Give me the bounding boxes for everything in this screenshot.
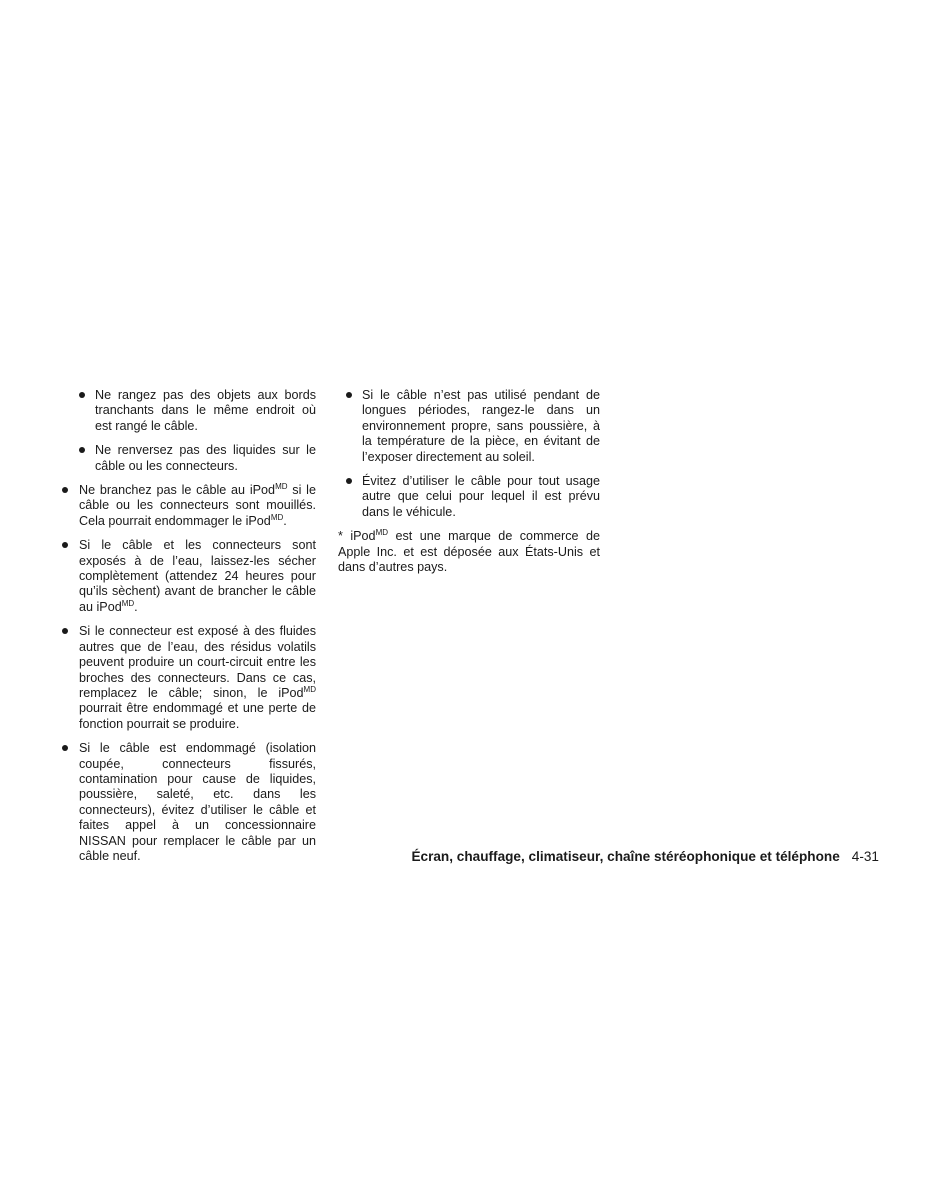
chapter-title: Écran, chauffage, climatiseur, chaîne stéréophonique et téléphone	[411, 849, 840, 864]
bullet-icon	[346, 392, 352, 398]
trademark-sup: MD	[303, 684, 316, 694]
trademark-sup: MD	[270, 512, 284, 522]
list-item	[338, 474, 600, 520]
list-item-text: Ne renversez pas des liquides sur le câble ou les connecteurs.	[95, 443, 316, 473]
bullet-icon	[79, 392, 85, 398]
trademark-sup: MD	[375, 528, 389, 538]
list-item-text: Si le câble est endommagé (isolation coupée, connecteurs fissurés, contamination pour cause de liquides, poussière, saleté, etc. dans les connecteurs), évitez d’utiliser le câble et faites appel à un concessionnaire NISSAN pour remplacer le câble par un câble neuf.	[79, 741, 316, 863]
list-item	[62, 388, 316, 434]
bullet-icon	[79, 447, 85, 453]
bullet-icon	[62, 487, 68, 493]
bullet-icon	[62, 542, 68, 548]
trademark-sup: MD	[275, 482, 288, 492]
list-item	[62, 538, 316, 615]
page-number: 4-31	[851, 849, 879, 864]
right-column	[338, 388, 600, 575]
list-item-text: Ne rangez pas des objets aux bords tranchants dans le même endroit où est rangé le câble.	[95, 388, 316, 433]
list-item	[338, 388, 600, 465]
trademark-note: * iPod$^{MD}$ est une marque de commerce de Apple Inc. et est déposée aux États-Unis et dans d’autres pays.	[338, 528, 600, 575]
trademark-sup: MD	[121, 598, 135, 608]
bullet-icon	[62, 745, 68, 751]
bullet-icon	[346, 478, 352, 484]
left-column	[62, 388, 316, 873]
page-footer	[411, 849, 879, 864]
list-item-text: Si le câble et les connecteurs sont exposés à de l’eau, laissez-les sécher complètement (attendez 24 heures pour qu’ils sèchent) avant de brancher le câble au iPod$^{MD}$.	[79, 538, 316, 614]
list-item-text: Évitez d’utiliser le câble pour tout usage autre que celui pour lequel il est prévu dans le véhicule.	[362, 474, 600, 519]
list-item	[62, 624, 316, 732]
list-item-text: Si le câble n’est pas utilisé pendant de longues périodes, rangez-le dans un environnement propre, sans poussière, à la température de la pièce, en évitant de l’exposer directement au soleil.	[362, 388, 600, 464]
bullet-icon	[62, 628, 68, 634]
list-item-text: Si le connecteur est exposé à des fluides autres que de l’eau, des résidus volatils peuvent produire un court-circuit entre les broches des connecteurs. Dans ce cas, remplacez le câble; sinon, le iPod$^{MD}$ pourrait être endommagé et une perte de fonction pourrait se produire.	[79, 624, 316, 731]
list-item	[62, 443, 316, 474]
list-item	[62, 741, 316, 864]
list-item-text: Ne branchez pas le câble au iPod$^{MD}$ si le câble ou les connecteurs sont mouillés. Cela pourrait endommager le iPod$^{MD}$.	[79, 482, 316, 528]
list-item	[62, 483, 316, 529]
